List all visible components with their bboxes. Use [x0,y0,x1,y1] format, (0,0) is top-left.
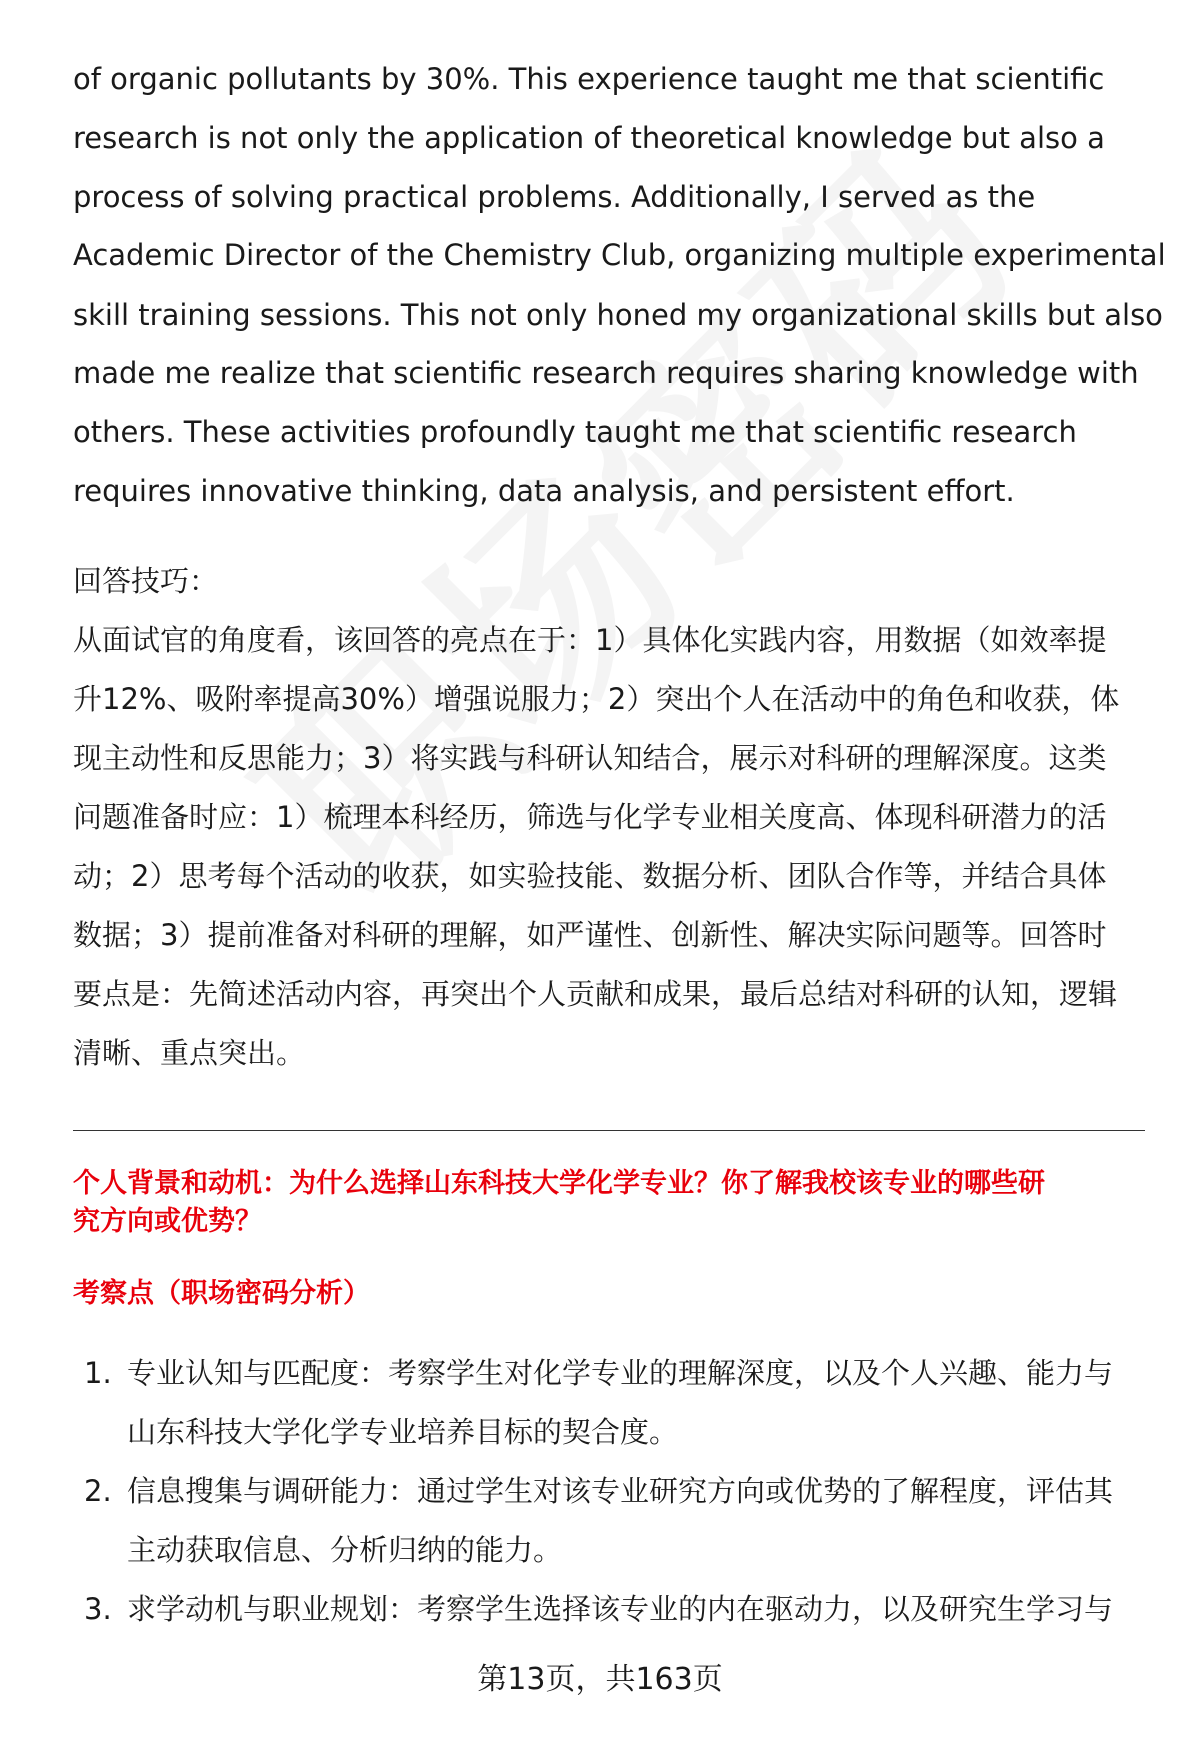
list-item: 专业认知与匹配度：考察学生对化学专业的理解深度，以及个人兴趣、能力与 [127,1356,1114,1390]
body-text-line: requires innovative thinking, data analysis, and persistent effort. [73,474,1015,508]
tips-line: 数据；3）提前准备对科研的理解，如严谨性、创新性、解决实际问题等。回答时 [73,918,1107,952]
divider [73,1130,1145,1131]
body-text-line: skill training sessions. This not only honed my organizational skills but also [73,298,1163,332]
tips-label: 回答技巧： [73,564,219,598]
question-heading: 究方向或优势？ [73,1206,262,1237]
question-heading: 个人背景和动机：为什么选择山东科技大学化学专业？你了解我校该专业的哪些研 [73,1168,1045,1199]
body-text-line: made me realize that scientific research requires sharing knowledge with [73,356,1139,390]
list-number: 1. [84,1356,112,1390]
list-item: 信息搜集与调研能力：通过学生对该专业研究方向或优势的了解程度，评估其 [127,1474,1114,1508]
body-text-line: research is not only the application of theoretical knowledge but also a [73,121,1105,155]
tips-line: 问题准备时应：1）梳理本科经历，筛选与化学专业相关度高、体现科研潜力的活 [73,800,1107,834]
tips-line: 动；2）思考每个活动的收获，如实验技能、数据分析、团队合作等，并结合具体 [73,859,1107,893]
list-number: 3. [84,1592,112,1626]
tips-line: 要点是：先简述活动内容，再突出个人贡献和成果，最后总结对科研的认知，逻辑 [73,977,1118,1011]
tips-line: 从面试官的角度看，该回答的亮点在于：1）具体化实践内容，用数据（如效率提 [73,623,1107,657]
list-number: 2. [84,1474,112,1508]
body-text-line: process of solving practical problems. Additionally, I served as the [73,180,1036,214]
list-item: 主动获取信息、分析归纳的能力。 [127,1533,563,1567]
tips-line: 现主动性和反思能力；3）将实践与科研认知结合，展示对科研的理解深度。这类 [73,741,1107,775]
list-item: 求学动机与职业规划：考察学生选择该专业的内在驱动力，以及研究生学习与 [127,1592,1114,1626]
tips-line: 清晰、重点突出。 [73,1036,306,1070]
list-item: 山东科技大学化学专业培养目标的契合度。 [127,1415,679,1449]
body-text-line: Academic Director of the Chemistry Club, organizing multiple experimental [73,238,1166,272]
body-text-line: of organic pollutants by 30%. This experience taught me that scientific [73,62,1105,96]
page-number: 第13页，共163页 [477,1662,723,1697]
analysis-heading: 考察点（职场密码分析） [73,1278,370,1309]
tips-line: 升12%、吸附率提高30%）增强说服力；2）突出个人在活动中的角色和收获，体 [73,682,1120,716]
body-text-line: others. These activities profoundly taught me that scientific research [73,415,1077,449]
